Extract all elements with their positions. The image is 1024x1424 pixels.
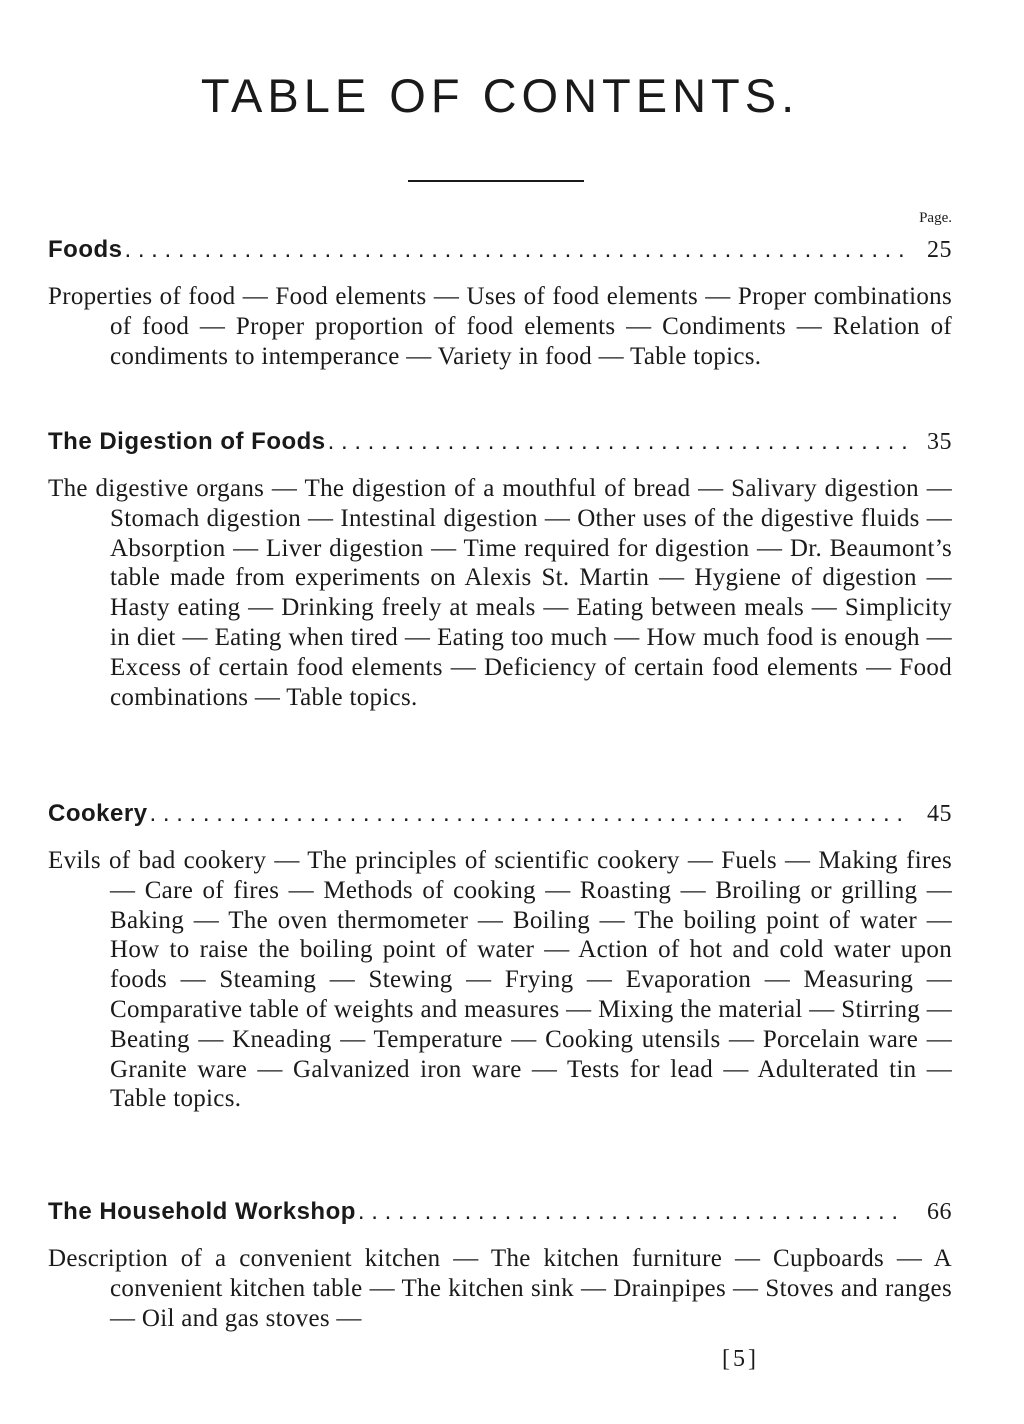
section-title: The Digestion of Foods [48, 428, 326, 455]
toc-entry-heading[interactable] [48, 236, 952, 268]
section-title: Cookery [48, 800, 148, 827]
section-page-number: 35 [927, 429, 952, 455]
section-description: Evils of bad cookery — The principles of scientific cookery — Fuels — Making fires — Care of fires — Methods of cooking — Roasting — Broiling or grilling — Baking — The oven thermometer — Boiling — The boiling point of water — How to raise the boiling point of water — Action of hot and cold water upon foods — Steaming — Stewing — Frying — Evaporation — Measuring — Comparative table of weights and measures — Mixing the material — Stirring — Beating — Kneading — Temperature — Cooking utensils — Porcelain ware — Granite ware — Galvanized iron ware — Tests for lead — Adulterated tin — Table topics. [48, 847, 952, 1113]
toc-section-cookery [48, 800, 952, 1114]
dot-leader [328, 428, 906, 456]
dot-leader [358, 1198, 906, 1226]
toc-page [48, 0, 952, 1424]
section-page-number: 45 [927, 801, 952, 827]
toc-entry-heading[interactable] [48, 800, 952, 832]
section-description: The digestive organs — The digestion of a mouthful of bread — Salivary digestion — Stomach digestion — Intestinal digestion — Other uses of the digestive fluids — Absorption — Liver digestion — Time required for digestion — Dr. Beaumont’s table made from experiments on Alexis St. Martin — Hygiene of digestion — Hasty eating — Drinking freely at meals — Eating between meals — Simplicity in diet — Eating when tired — Eating too much — How much food is enough — Excess of certain food elements — Deficiency of certain food elements — Food combinations — Table topics. [48, 475, 952, 711]
page-number: [5] [722, 1346, 759, 1372]
dot-leader [125, 236, 907, 264]
toc-entry-heading[interactable] [48, 428, 952, 460]
dot-leader [150, 800, 906, 828]
title-rule [408, 180, 584, 182]
section-title: The Household Workshop [48, 1198, 356, 1225]
page-title: TABLE OF CONTENTS. [200, 69, 800, 122]
toc-section-digestion [48, 428, 952, 712]
toc-section-foods [48, 236, 952, 371]
section-title: Foods [48, 236, 123, 263]
section-page-number: 25 [927, 237, 952, 263]
toc-entry-heading[interactable] [48, 1198, 952, 1230]
toc-section-household-workshop [48, 1198, 952, 1333]
page-column-label: Page. [919, 210, 952, 226]
section-description: Properties of food — Food elements — Uses of food elements — Proper combinations of food — Proper proportion of food elements — Condiments — Relation of condiments to intemperance — Variety in food — Table topics. [48, 283, 952, 370]
section-page-number: 66 [927, 1199, 952, 1225]
section-description: Description of a convenient kitchen — The kitchen furniture — Cupboards — A convenient kitchen table — The kitchen sink — Drainpipes — Stoves and ranges — Oil and gas stoves — [48, 1245, 952, 1332]
